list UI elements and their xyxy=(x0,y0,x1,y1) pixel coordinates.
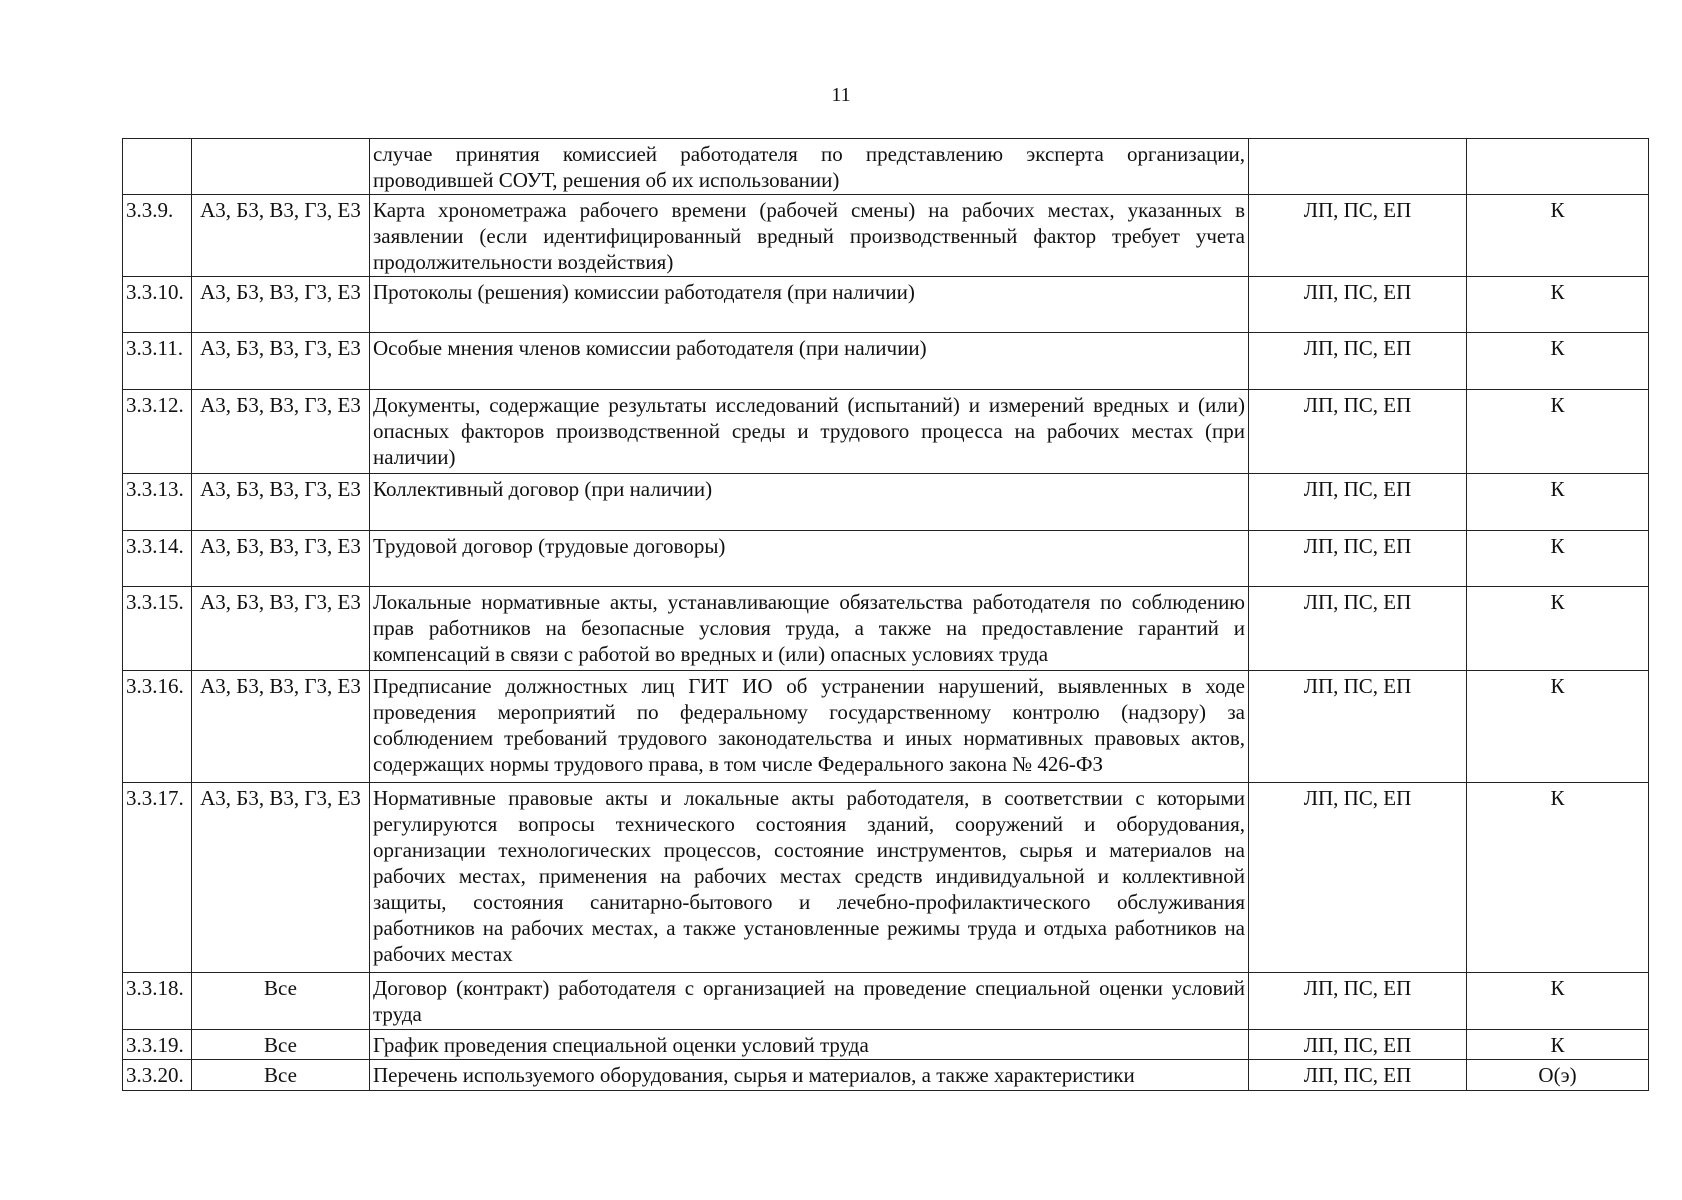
row-groups xyxy=(192,139,370,195)
row-groups: А3, Б3, В3, Г3, Е3 xyxy=(192,783,370,973)
row-document-type xyxy=(1249,139,1467,195)
row-number xyxy=(123,139,192,195)
row-form: К xyxy=(1467,390,1649,474)
row-document-type: ЛП, ПС, ЕП xyxy=(1249,390,1467,474)
row-groups: А3, Б3, В3, Г3, Е3 xyxy=(192,671,370,783)
row-groups: А3, Б3, В3, Г3, Е3 xyxy=(192,474,370,531)
page-number: 11 xyxy=(831,84,851,106)
row-number: 3.3.12. xyxy=(123,390,192,474)
table-row xyxy=(123,195,1649,277)
row-description: Предписание должностных лиц ГИТ ИО об устранении нарушений, выявленных в ходе проведения мероприятий по федеральному государственному контролю (надзору) за соблюдением требований трудового законодательства и иных нормативных правовых актов, содержащих нормы трудового права, в том числе Федерального закона № 426-ФЗ xyxy=(370,671,1249,783)
row-groups: А3, Б3, В3, Г3, Е3 xyxy=(192,277,370,333)
table-row xyxy=(123,587,1649,671)
table-body xyxy=(123,139,1649,1091)
table-row xyxy=(123,973,1649,1030)
row-form xyxy=(1467,139,1649,195)
row-description: Документы, содержащие результаты исследований (испытаний) и измерений вредных и (или) опасных факторов производственной среды и трудового процесса на рабочих местах (при наличии) xyxy=(370,390,1249,474)
table-row xyxy=(123,783,1649,973)
row-number: 3.3.13. xyxy=(123,474,192,531)
row-form: К xyxy=(1467,333,1649,390)
row-number: 3.3.11. xyxy=(123,333,192,390)
row-document-type: ЛП, ПС, ЕП xyxy=(1249,671,1467,783)
row-number: 3.3.17. xyxy=(123,783,192,973)
row-groups: Все xyxy=(192,1030,370,1060)
row-document-type: ЛП, ПС, ЕП xyxy=(1249,1030,1467,1060)
row-description: Нормативные правовые акты и локальные акты работодателя, в соответствии с которыми регулируются вопросы технического состояния зданий, сооружений и оборудования, организации технологических процессов, состояние инструментов, сырья и материалов на рабочих местах, применения на рабочих местах средств индивидуальной и коллективной защиты, состояния санитарно-бытового и лечебно-профилактического обслуживания работников на рабочих местах, а также установленные режимы труда и отдыха работников на рабочих местах xyxy=(370,783,1249,973)
row-description: График проведения специальной оценки условий труда xyxy=(370,1030,1249,1060)
row-document-type: ЛП, ПС, ЕП xyxy=(1249,783,1467,973)
table-row xyxy=(123,474,1649,531)
row-form: К xyxy=(1467,671,1649,783)
row-groups: А3, Б3, В3, Г3, Е3 xyxy=(192,531,370,587)
table-row xyxy=(123,671,1649,783)
row-groups: Все xyxy=(192,1060,370,1091)
row-groups: А3, Б3, В3, Г3, Е3 xyxy=(192,390,370,474)
table-row xyxy=(123,1060,1649,1091)
row-description: Протоколы (решения) комиссии работодателя (при наличии) xyxy=(370,277,1249,333)
row-document-type: ЛП, ПС, ЕП xyxy=(1249,973,1467,1030)
row-number: 3.3.16. xyxy=(123,671,192,783)
table-row xyxy=(123,1030,1649,1060)
row-form: К xyxy=(1467,195,1649,277)
row-description: Локальные нормативные акты, устанавливающие обязательства работодателя по соблюдению прав работников на безопасные условия труда, а также на предоставление гарантий и компенсаций в связи с работой во вредных и (или) опасных условиях труда xyxy=(370,587,1249,671)
row-description: Особые мнения членов комиссии работодателя (при наличии) xyxy=(370,333,1249,390)
row-form: О(э) xyxy=(1467,1060,1649,1091)
row-number: 3.3.18. xyxy=(123,973,192,1030)
table-row xyxy=(123,277,1649,333)
row-form: К xyxy=(1467,587,1649,671)
row-description: Трудовой договор (трудовые договоры) xyxy=(370,531,1249,587)
row-number: 3.3.10. xyxy=(123,277,192,333)
row-document-type: ЛП, ПС, ЕП xyxy=(1249,587,1467,671)
row-description: Коллективный договор (при наличии) xyxy=(370,474,1249,531)
row-form: К xyxy=(1467,277,1649,333)
row-document-type: ЛП, ПС, ЕП xyxy=(1249,474,1467,531)
row-form: К xyxy=(1467,531,1649,587)
row-document-type: ЛП, ПС, ЕП xyxy=(1249,333,1467,390)
row-document-type: ЛП, ПС, ЕП xyxy=(1249,531,1467,587)
row-number: 3.3.20. xyxy=(123,1060,192,1091)
row-number: 3.3.9. xyxy=(123,195,192,277)
row-document-type: ЛП, ПС, ЕП xyxy=(1249,1060,1467,1091)
table-row xyxy=(123,531,1649,587)
row-form: К xyxy=(1467,1030,1649,1060)
row-form: К xyxy=(1467,973,1649,1030)
row-description: Договор (контракт) работодателя с организацией на проведение специальной оценки условий труда xyxy=(370,973,1249,1030)
table-row xyxy=(123,139,1649,195)
row-number: 3.3.14. xyxy=(123,531,192,587)
row-number: 3.3.19. xyxy=(123,1030,192,1060)
table-row xyxy=(123,333,1649,390)
row-groups: А3, Б3, В3, Г3, Е3 xyxy=(192,587,370,671)
requirements-table xyxy=(122,138,1649,1091)
row-description: Карта хронометража рабочего времени (рабочей смены) на рабочих местах, указанных в заявлении (если идентифицированный вредный производственный фактор требует учета продолжительности воздействия) xyxy=(370,195,1249,277)
row-groups: А3, Б3, В3, Г3, Е3 xyxy=(192,195,370,277)
row-document-type: ЛП, ПС, ЕП xyxy=(1249,277,1467,333)
row-form: К xyxy=(1467,474,1649,531)
row-form: К xyxy=(1467,783,1649,973)
row-number: 3.3.15. xyxy=(123,587,192,671)
row-description: Перечень используемого оборудования, сырья и материалов, а также характеристики xyxy=(370,1060,1249,1091)
row-description: случае принятия комиссией работодателя по представлению эксперта организации, проводившей СОУТ, решения об их использовании) xyxy=(370,139,1249,195)
row-document-type: ЛП, ПС, ЕП xyxy=(1249,195,1467,277)
table-row xyxy=(123,390,1649,474)
row-groups: А3, Б3, В3, Г3, Е3 xyxy=(192,333,370,390)
row-groups: Все xyxy=(192,973,370,1030)
